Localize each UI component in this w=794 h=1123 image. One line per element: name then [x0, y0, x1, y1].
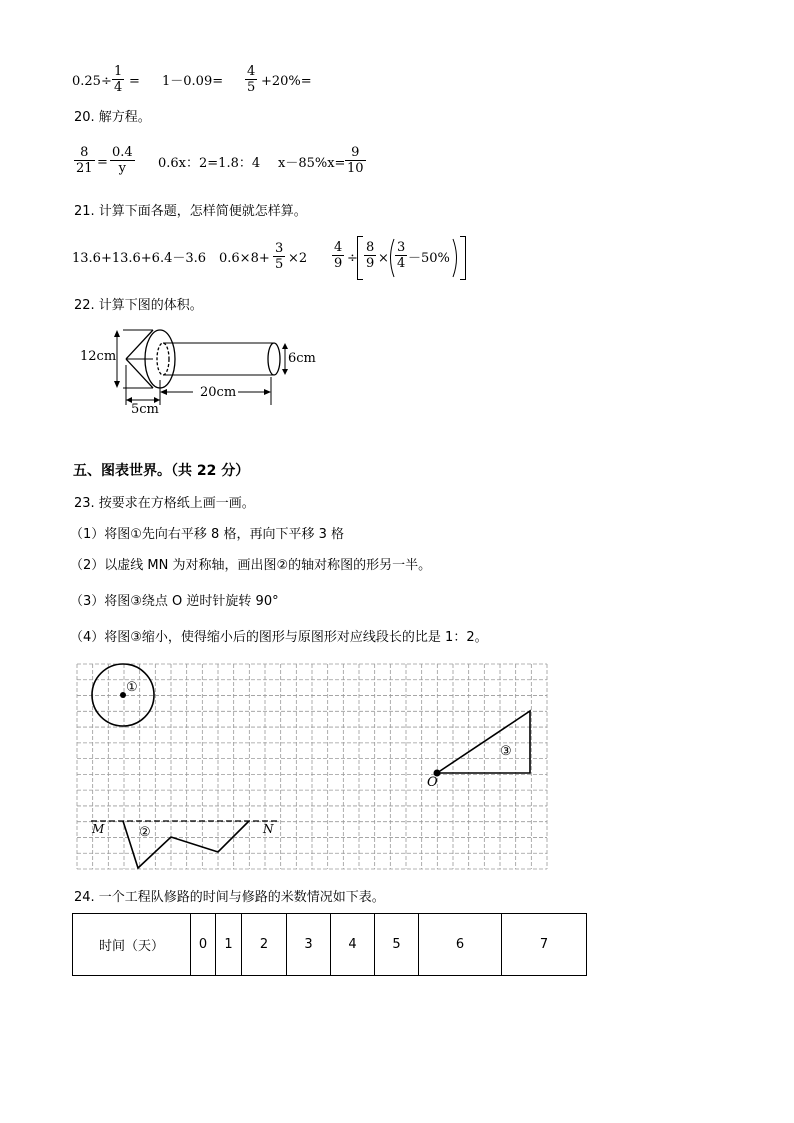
eq2-text: 0.6x：2=1.8：4 — [158, 156, 261, 171]
ex3-times: × — [378, 251, 389, 266]
table-cell: 5 — [375, 914, 419, 976]
q23-item-2: （2）以虚线 MN 为对称轴，画出图②的轴对称图的形另一半。 — [70, 558, 432, 573]
table-cell: 7 — [502, 914, 587, 976]
left-square-bracket — [357, 236, 363, 280]
point-n-label: N — [263, 822, 274, 836]
eq1-equals: = — [97, 155, 108, 170]
expr2-text: 1－0.09= — [162, 74, 224, 89]
ex3-fraction-2: 8 9 — [366, 240, 375, 271]
right-square-bracket — [460, 236, 466, 280]
expr3-fraction: 4 5 — [247, 64, 256, 95]
ex2-fraction: 3 5 — [275, 241, 284, 272]
expr1-equals: = — [129, 74, 140, 89]
label-cone-5cm: 5cm — [131, 402, 159, 417]
q23-item-1: （1）将图①先向右平移 8 格，再向下平移 3 格 — [70, 527, 344, 542]
section-5-heading: 五、图表世界。（共 22 分） — [73, 463, 250, 479]
table-row — [73, 914, 587, 976]
table-cell: 3 — [287, 914, 331, 976]
eq1-left-fraction: 8 21 — [76, 145, 93, 176]
ex3-minus: －50% — [408, 251, 450, 266]
right-paren — [452, 238, 460, 278]
eq1-right-fraction: 0.4 y — [112, 145, 133, 176]
expr1-text: 0.25÷ — [72, 74, 112, 89]
ex3-fraction-3: 3 4 — [397, 240, 406, 271]
label-diameter-6cm: 6cm — [288, 351, 316, 366]
ex2-text: 0.6×8+ — [219, 251, 270, 266]
ex2-tail: ×2 — [288, 251, 308, 266]
eq3-text: x－85%x= — [278, 156, 346, 171]
ex1-text: 13.6+13.6+6.4－3.6 — [72, 251, 207, 266]
eq3-fraction: 9 10 — [347, 145, 364, 176]
time-distance-table — [72, 913, 587, 976]
table-cell: 6 — [419, 914, 502, 976]
table-header-cell: 时间（天） — [73, 914, 191, 976]
table-cell: 1 — [216, 914, 242, 976]
table-cell: 2 — [242, 914, 287, 976]
table-cell: 0 — [191, 914, 216, 976]
question-22-title: 22. 计算下图的体积。 — [74, 298, 203, 313]
cone-cylinder-figure — [78, 325, 328, 420]
figure-3-label: ③ — [500, 744, 512, 759]
point-m-label: M — [92, 822, 105, 836]
figure-2-label: ② — [139, 825, 151, 840]
ex3-fraction-1: 4 9 — [334, 240, 343, 271]
table-cell: 4 — [331, 914, 375, 976]
label-length-20cm: 20cm — [200, 385, 237, 400]
q23-item-3: （3）将图③绕点 O 逆时针旋转 90° — [70, 594, 279, 609]
expr1-fraction: 1 4 — [114, 64, 123, 95]
figure-1-label: ① — [126, 680, 138, 695]
question-21-title: 21. 计算下面各题，怎样简便就怎样算。 — [74, 204, 307, 219]
label-height-12cm: 12cm — [80, 349, 117, 364]
left-paren — [387, 238, 395, 278]
expr3-text: +20%= — [261, 74, 312, 89]
q23-item-4: （4）将图③缩小，使得缩小后的图形与原图形对应线段长的比是 1：2。 — [70, 630, 488, 645]
question-24-title: 24. 一个工程队修路的时间与修路的米数情况如下表。 — [74, 890, 385, 905]
ex3-divide: ÷ — [347, 251, 358, 266]
point-o-label: O — [427, 775, 438, 790]
question-23-title: 23. 按要求在方格纸上画一画。 — [74, 496, 255, 511]
question-20-title: 20. 解方程。 — [74, 110, 151, 125]
